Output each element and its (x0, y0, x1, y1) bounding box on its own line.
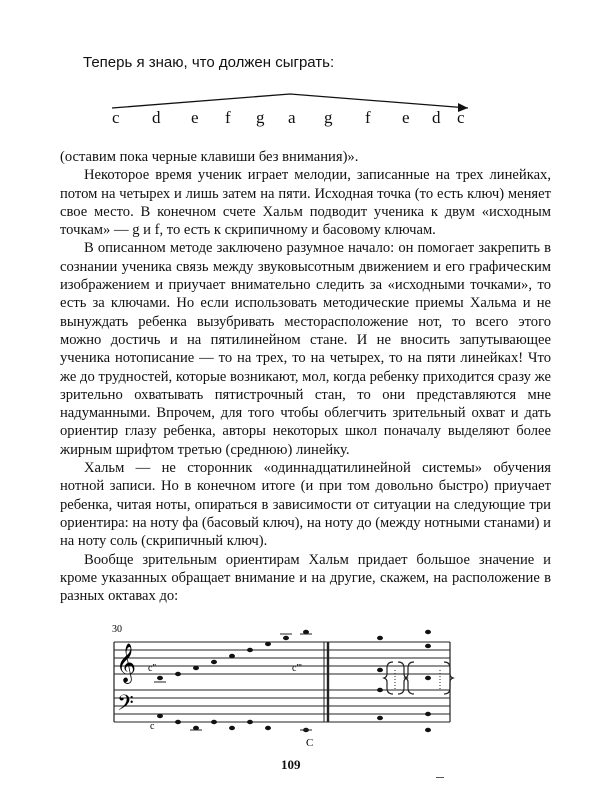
paragraph: Некоторое время ученик играет мелодии, записанные на трех линейках, потом на четырех и лишь затем на пяти. Исходная точка (то есть ключ) меняет свое место. В конечном счете Хальм подводит ученика к двум «исходным точкам» — g и f, то есть к скрипичному и басовому ключам. (60, 167, 551, 239)
curly-brackets (384, 662, 453, 694)
paragraph: Хальм — не сторонник «одиннадцатилинейной системы» обучения нотной записи. Но в конечном итоге (и при том довольно быстро) приучает ребенка, читая ноты, опираться в зависимости от ситуации на следующие три ориентира: на ноту фа (басовый ключ), на ноту до (между нотными станами) и на ноту соль (скрипичный ключ). (60, 460, 551, 550)
page-number: 109 (281, 757, 301, 772)
label-C: C (306, 737, 314, 749)
treble-clef-icon: 𝄞 (116, 643, 137, 683)
body-text (60, 148, 551, 605)
note-sequence (112, 108, 482, 128)
music-example (110, 618, 460, 749)
scan-mark (436, 777, 444, 778)
note-letter: g (324, 108, 333, 127)
example-number: 30 (112, 624, 122, 635)
note-letter: c (112, 108, 120, 127)
treble-staff (114, 642, 450, 674)
bass-clef-icon: 𝄢 (117, 691, 134, 721)
ascending-notes (157, 630, 309, 680)
label-c2: c'' (148, 663, 157, 674)
note-letter: f (365, 108, 371, 127)
bass-notes (157, 714, 309, 732)
note-letter: e (191, 108, 199, 127)
label-c3: c''' (292, 663, 302, 674)
note-letter: f (225, 108, 231, 127)
note-letter: d (432, 108, 441, 127)
dotted-connectors (395, 670, 440, 690)
note-letter: a (288, 108, 296, 127)
note-letter: c (457, 108, 465, 127)
paragraph: В описанном методе заключено разумное начало: он помогает закрепить в сознании ученика связь между звуковысотным движением и его графическим изображением и приучает внимательно следить за «исходными точками», то есть за ключами. Но если использовать методические приемы Хальма и не вынуждать ребенка вызубривать месторасположение нот, то всего этого можно достичь и на пятилинейном стане. И не вносить запутывающее ученика нотописание — то на трех, то на четырех, то на пяти линейках! Что же до трудностей, которые возникают, мол, когда ребенку приходится сразу же зрительно охватывать пятистрочный стан, то они представляются мне надуманными. Впрочем, для того чтобы облегчить зрительный охват и дать ориентир глазу ребенка, авторы некоторых школ поначалу выделяют более жирным шрифтом третью (среднюю) линейку. (60, 240, 551, 458)
note-letter: d (152, 108, 161, 127)
intro-line: Теперь я знаю, что должен сыграть: (83, 54, 335, 71)
paragraph: Вообще зрительным ориентирам Хальм придает большое значение и кроме указанных обращает внимание и на другие, скажем, на расположение в разных октавах до: (60, 551, 551, 605)
label-c-low: c (150, 721, 155, 732)
paragraph: (оставим пока черные клавиши без внимания)». (60, 149, 359, 165)
note-letter: e (402, 108, 410, 127)
bass-staff (114, 690, 450, 722)
note-letter: g (256, 108, 265, 127)
